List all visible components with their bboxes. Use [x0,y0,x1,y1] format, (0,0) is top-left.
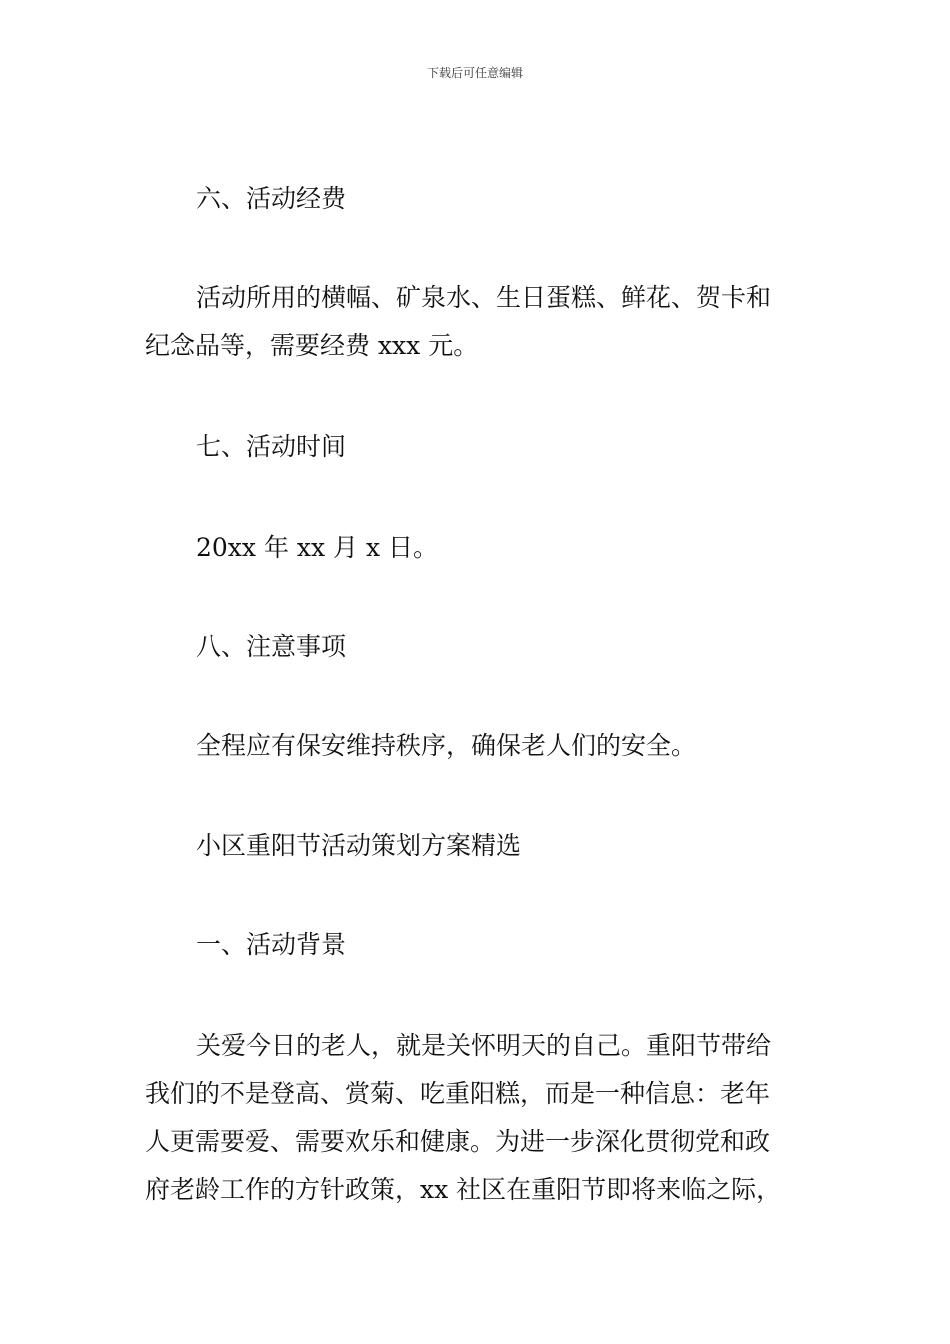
paragraph-line: 府老龄工作的方针政策，xx 社区在重阳节即将来临之际， [145,1175,782,1204]
paragraph-line: 人更需要爱、需要欢乐和健康。为进一步深化贯彻党和政 [145,1127,771,1156]
section-7-paragraph: 20xx 年 xx 月 x 日。 [196,533,439,562]
paragraph-line: 关爱今日的老人，就是关怀明天的自己。重阳节带给 [196,1031,772,1060]
section-8-heading: 八、注意事项 [196,632,347,661]
section-6-heading: 六、活动经费 [196,184,347,213]
section-7-heading: 七、活动时间 [196,432,347,461]
section-1-heading: 一、活动背景 [196,930,347,959]
page-header-note: 下载后可任意编辑 [426,66,523,80]
paragraph-line: 纪念品等，需要经费 xxx 元。 [145,331,479,360]
section-6-paragraph [145,274,807,370]
paragraph-line: 我们的不是登高、赏菊、吃重阳糕，而是一种信息：老年 [145,1079,771,1108]
paragraph-line: 活动所用的横幅、矿泉水、生日蛋糕、鲜花、贺卡和 [196,283,772,312]
section-1-paragraph [145,1022,807,1214]
section-8-paragraph: 全程应有保安维持秩序，确保老人们的安全。 [196,731,697,760]
document-title: 小区重阳节活动策划方案精选 [196,831,522,860]
